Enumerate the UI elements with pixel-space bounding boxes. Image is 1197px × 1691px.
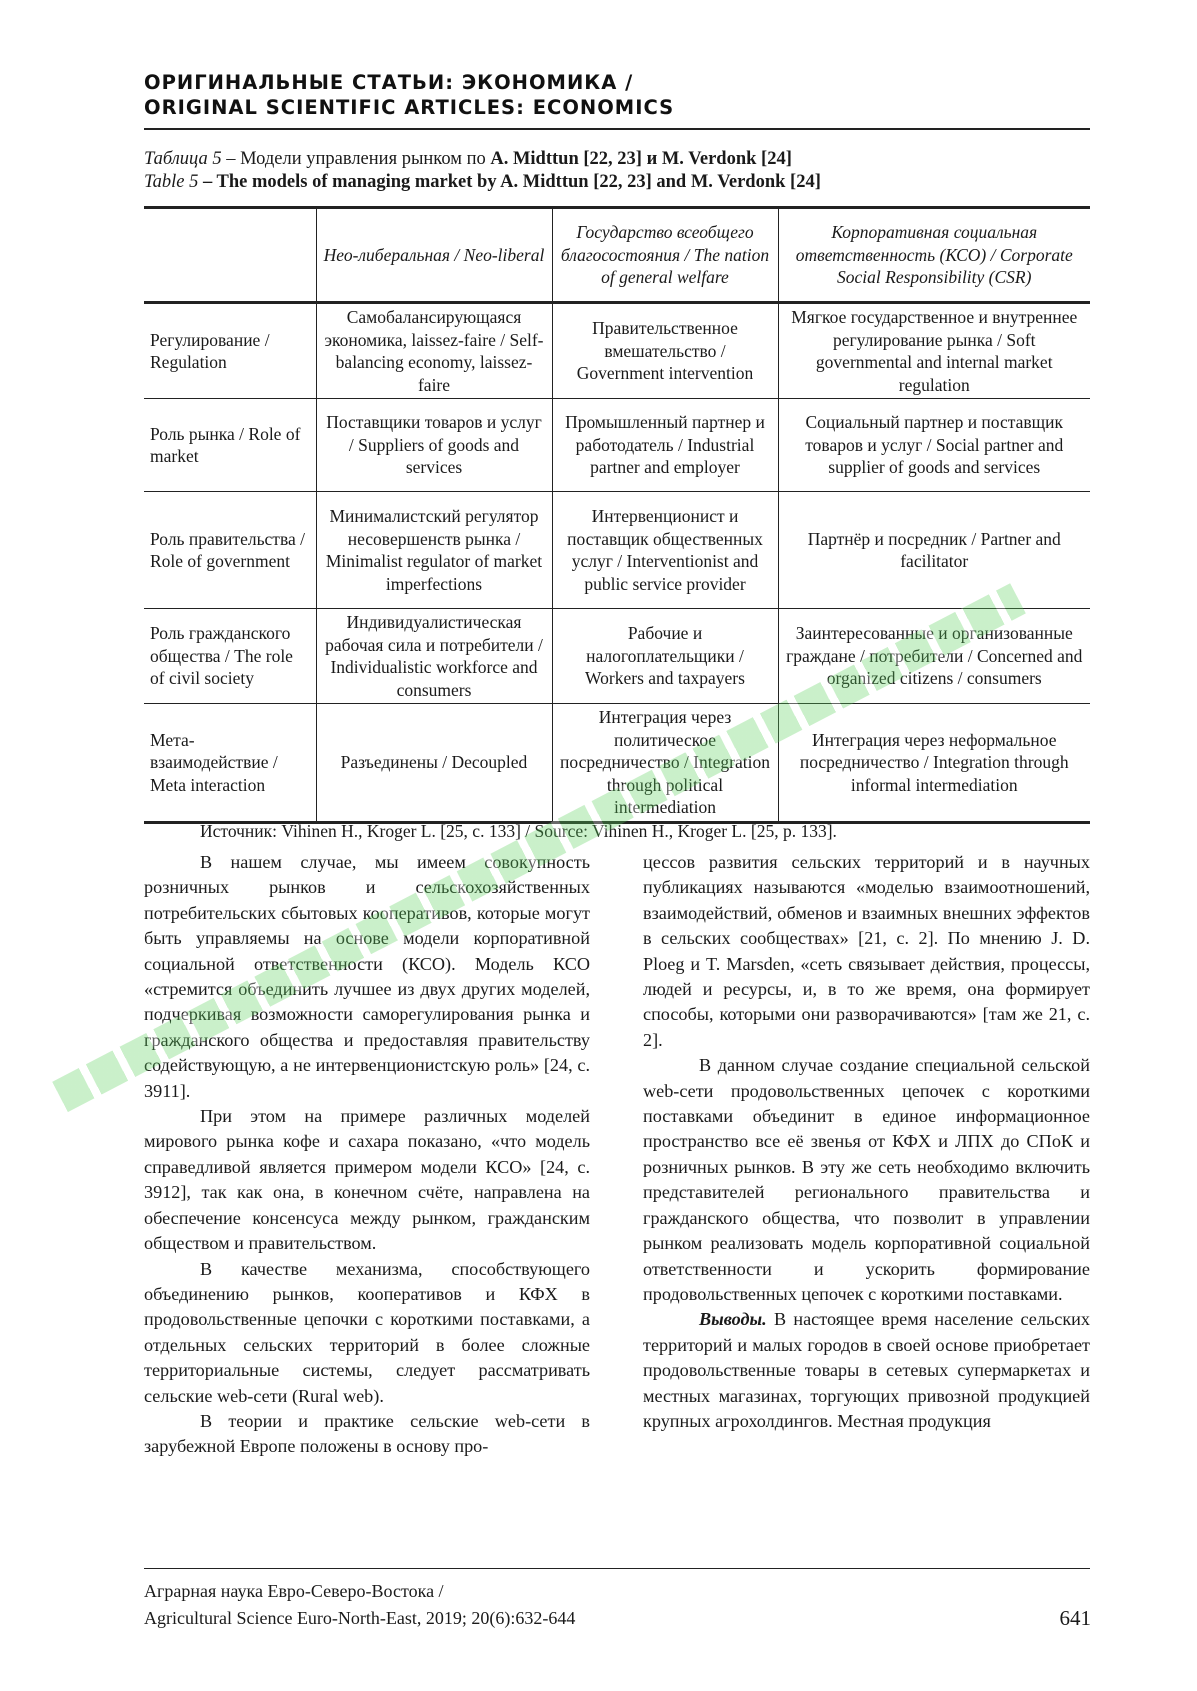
caption-en-text: – The models of managing market by A. Midttun [22, 23] and M. Verdonk [24] <box>198 172 821 192</box>
table-row <box>144 303 1090 399</box>
footer-rule <box>144 1568 1090 1569</box>
models-table <box>144 206 1090 824</box>
top-rule <box>144 128 1090 130</box>
cell-welfare: Промышленный партнер и работодатель / Industrial partner and employer <box>552 399 778 492</box>
header-empty <box>144 208 316 303</box>
right-column <box>643 850 1090 1434</box>
cell-welfare: Интервенционист и поставщик общественных услуг / Interventionist and public service provider <box>552 492 778 609</box>
row-label: Регулирование / Regulation <box>144 303 316 399</box>
paragraph-continued: цессов развития сельских территорий и в научных публикациях называются «моделью взаимоотношений, взаимодействий, обменов и взаимных внешних эффектов в сельских сообществах» [21, с. 2]. По мнению J. D. Ploeg и T. Marsden, «сеть связывает действия, процессы, людей и ресурсы, и, в то же время, она формирует способы, которыми они разворачиваются» [там же 21, с. 2]. <box>643 852 1090 1050</box>
conclusion-paragraph <box>643 1307 1090 1434</box>
cell-neo: Минималистский регулятор несовершенств рынка / Minimalist regulator of market imperfections <box>316 492 552 609</box>
cell-welfare: Рабочие и налогоплательщики / Workers and taxpayers <box>552 609 778 704</box>
cell-csr: Социальный партнер и поставщик товаров и услуг / Social partner and supplier of goods and services <box>778 399 1090 492</box>
cell-csr: Заинтересованные и организованные граждане / потребители / Concerned and organized citizens / consumers <box>778 609 1090 704</box>
caption-en-label: Table 5 <box>144 172 199 192</box>
journal-info <box>144 1578 844 1632</box>
page-number: 641 <box>1059 1606 1091 1630</box>
table-source: Источник: Vihinen H., Kroger L. [25, с. 133] / Source: Vihinen H., Kroger L. [25, p. 133]. <box>200 821 837 841</box>
caption-en <box>144 171 1094 194</box>
table-header-row <box>144 208 1090 303</box>
paragraph: В данном случае создание специальной сельской web-сети продовольственных цепочек с короткими поставками объединит в единое информационное пространство все её звенья от КФХ и ЛПХ до СПоК и розничных рынков. В эту же сеть необходимо включить представителей регионального правительства и гражданского общества, что позволит в управлении рынком реализовать модель корпоративной социальной ответственности и ускорить формирование продовольственных цепочек с короткими поставками. <box>643 1055 1090 1304</box>
row-label: Мета-взаимодействие / Meta interaction <box>144 704 316 823</box>
caption-ru-label: Таблица 5 <box>144 149 222 169</box>
caption-ru-authors: A. Midttun [22, 23] и M. Verdonk [24] <box>490 149 792 169</box>
journal-title-en: Agricultural Science Euro-North-East, 2019; 20(6):632-644 <box>144 1608 576 1628</box>
journal-title-ru: Аграрная наука Евро-Северо-Востока / <box>144 1581 444 1601</box>
table-caption <box>144 148 1094 194</box>
caption-ru <box>144 148 1094 171</box>
caption-ru-text: – Модели управления рынком по <box>221 149 491 169</box>
paragraph: При этом на примере различных моделей мирового рынка кофе и сахара показано, «что модель справедливой является примером модели КСО» [24, с. 3912], так как она, в конечном счёте, направлена на обеспечение консенсуса между рынком, гражданским обществом и правительством. <box>144 1106 590 1254</box>
row-label: Роль рынка / Role of market <box>144 399 316 492</box>
row-label: Роль правительства / Role of government <box>144 492 316 609</box>
paragraph: В нашем случае, мы имеем совокупность розничных рынков и сельскохозяйственных потребительских сбытовых кооперативов, которые могут быть управляемы на основе модели корпоративной социальной ответственности (КСО). Модель КСО «стремится объединить лучшее из двух других моделей, подчеркивая возможности саморегулирования рынка и гражданского общества и предоставляя правительству содействующую, а не интервенционистскую роль» [24, с. 3911]. <box>144 852 590 1101</box>
header-neo-liberal: Нео-либеральная / Neo-liberal <box>316 208 552 303</box>
conclusion-text: В настоящее время население сельских территорий и малых городов в своей основе приобретает продовольственные товары в сетевых супермаркетах и местных магазинах, торгующих привозной продукцией крупных агрохолдингов. Местная продукция <box>643 1309 1090 1431</box>
section-heading-ru: ОРИГИНАЛЬНЫЕ СТАТЬИ: ЭКОНОМИКА / <box>144 71 634 94</box>
paragraph: В теории и практике сельские web-сети в зарубежной Европе положены в основу про- <box>144 1410 590 1457</box>
section-heading-en: ORIGINAL SCIENTIFIC ARTICLES: ECONOMICS <box>144 96 675 119</box>
cell-neo: Самобалансирующаяся экономика, laissez-faire / Self-balancing economy, laissez-faire <box>316 303 552 399</box>
cell-csr: Мягкое государственное и внутреннее регулирование рынка / Soft governmental and internal market regulation <box>778 303 1090 399</box>
cell-csr: Интеграция через неформальное посредничество / Integration through informal intermediation <box>778 704 1090 823</box>
row-label: Роль гражданского общества / The role of civil society <box>144 609 316 704</box>
paragraph: В качестве механизма, способствующего объединению рынков, кооперативов и КФХ в продовольственные цепочки с короткими поставками, а отдельных сельских территорий в более сложные территориальные системы, следует рассматривать сельские web-сети (Rural web). <box>144 1258 590 1406</box>
header-csr: Корпоративная социальная ответственность (КСО) / Corporate Social Responsibility (CSR) <box>778 208 1090 303</box>
section-heading <box>144 70 1094 120</box>
header-welfare: Государство всеобщего благосостояния / The nation of general welfare <box>552 208 778 303</box>
cell-neo: Индивидуалистическая рабочая сила и потребители / Individualistic workforce and consumers <box>316 609 552 704</box>
cell-neo: Поставщики товаров и услуг / Suppliers of goods and services <box>316 399 552 492</box>
cell-welfare: Правительственное вмешательство / Government intervention <box>552 303 778 399</box>
conclusion-label: Выводы. <box>699 1309 767 1330</box>
cell-csr: Партнёр и посредник / Partner and facilitator <box>778 492 1090 609</box>
table-row <box>144 399 1090 492</box>
cell-neo: Разъединены / Decoupled <box>316 704 552 823</box>
table-row <box>144 492 1090 609</box>
cell-welfare: Интеграция через политическое посредничество / Integration through political intermediation <box>552 704 778 823</box>
